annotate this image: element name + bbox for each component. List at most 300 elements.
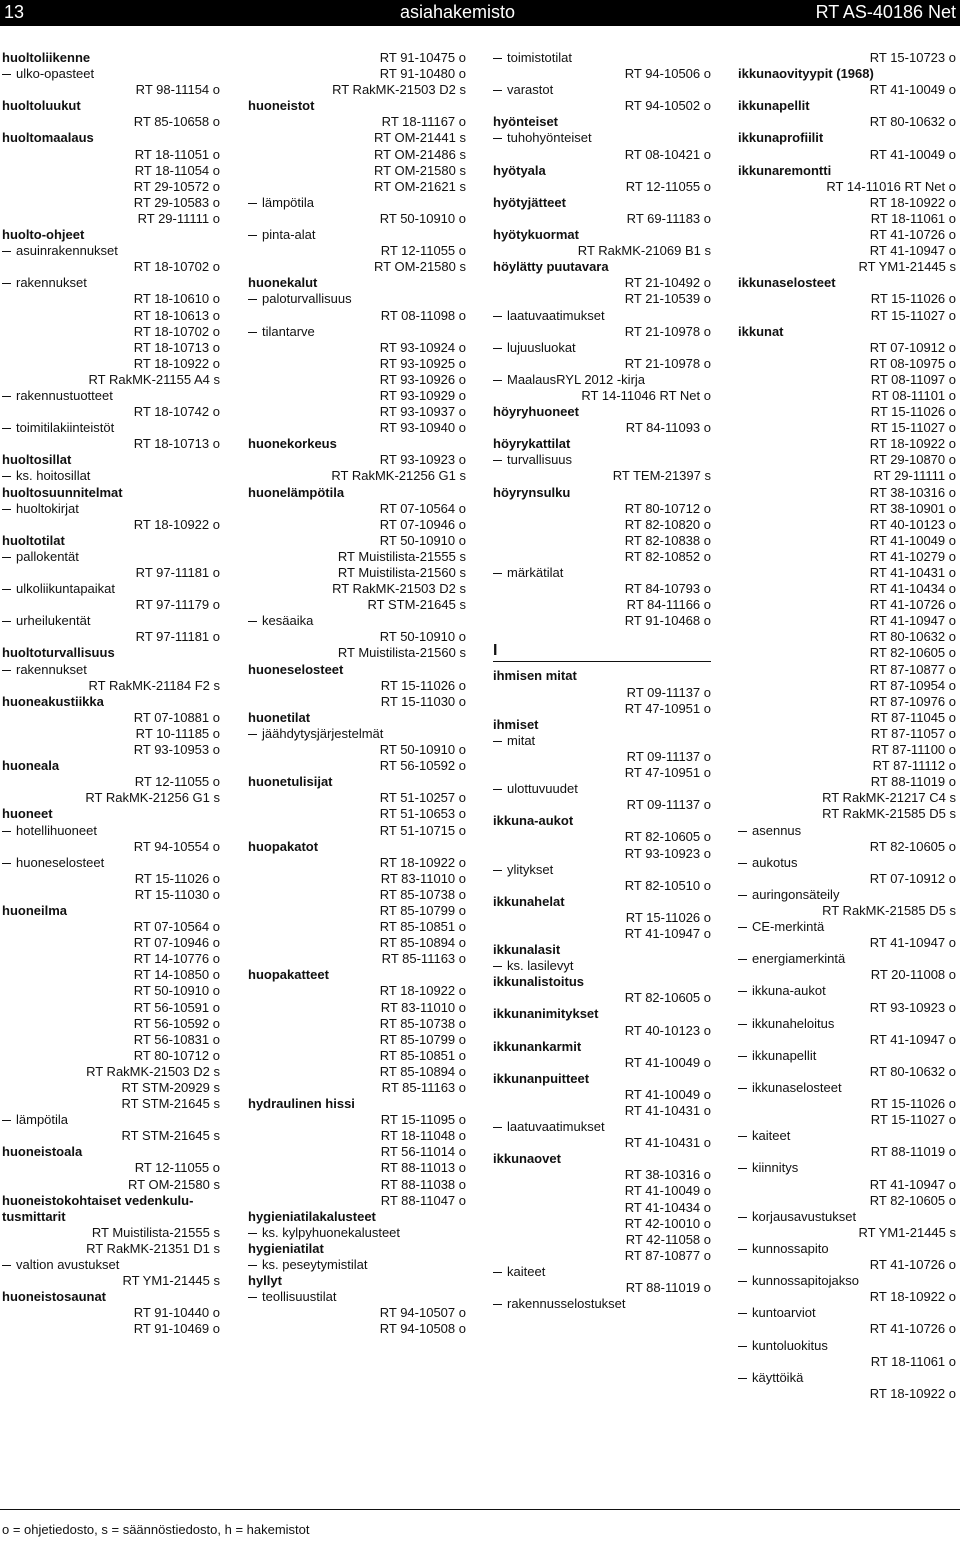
reference-code: RT 41-10434 o: [624, 1199, 711, 1215]
reference-code: RT 18-10702 o: [133, 323, 220, 339]
reference-code: RT RakMK-21503 D2 s: [86, 1063, 220, 1079]
index-column-2: [248, 50, 466, 1338]
reference-code: RT 93-10937 o: [379, 404, 466, 420]
reference-code: RT 80-10712 o: [133, 1047, 220, 1063]
index-heading: hyötyjätteet: [493, 194, 566, 210]
reference-code: RT 41-10049 o: [869, 82, 956, 98]
reference-code: RT Muistilista-21560 s: [337, 645, 466, 661]
reference-code: RT 88-11038 o: [380, 1176, 466, 1192]
index-heading: huolto-ohjeet: [2, 227, 85, 243]
index-subentry: mitat: [493, 733, 711, 749]
index-heading: ihmiset: [493, 716, 539, 732]
reference-code: RT 98-11154 o: [135, 82, 220, 98]
reference-code: RT 82-10820 o: [624, 516, 711, 532]
index-heading: huoltotilat: [2, 532, 65, 548]
reference-code: RT 41-10947 o: [869, 243, 956, 259]
index-heading: tusmittarit: [2, 1208, 66, 1224]
reference-code: RT 18-11061 o: [870, 210, 956, 226]
reference-code: RT 91-10475 o: [379, 50, 466, 65]
letter-divider: I: [493, 643, 711, 662]
reference-code: RT 14-10850 o: [133, 967, 220, 983]
reference-code: RT 07-10946 o: [133, 935, 220, 951]
index-subentry: ulkoliikuntapaikat: [2, 581, 220, 597]
reference-code: RT 97-11181 o: [135, 629, 220, 645]
reference-code: RT 18-10922 o: [379, 983, 466, 999]
reference-code: RT 15-11026 o: [380, 677, 466, 693]
index-heading: huoneakustiikka: [2, 693, 104, 709]
index-heading: huopakatot: [248, 838, 319, 854]
reference-code: RT 41-10947 o: [624, 925, 711, 941]
reference-code: RT 94-10502 o: [624, 98, 711, 114]
reference-code: RT 09-11137 o: [626, 797, 711, 813]
reference-code: RT OM-21580 s: [127, 1176, 220, 1192]
reference-code: RT 21-10978 o: [624, 355, 711, 371]
reference-code: RT 18-11167 o: [381, 114, 466, 130]
reference-code: RT 41-10726 o: [869, 227, 956, 243]
index-subentry: varastot: [493, 82, 711, 98]
index-subentry: ks. hoitosillat: [2, 468, 220, 484]
index-subentry: tilantarve: [248, 324, 466, 340]
reference-code: RT 18-10922 o: [869, 1385, 956, 1401]
reference-code: RT 85-10851 o: [379, 919, 466, 935]
reference-code: RT 29-10870 o: [869, 452, 956, 468]
reference-code: RT 85-10738 o: [379, 886, 466, 902]
reference-code: RT 15-11027 o: [870, 1112, 956, 1128]
reference-code: RT 80-10632 o: [869, 114, 956, 130]
index-subentry: kuntoluokitus: [738, 1338, 956, 1354]
reference-code: RT RakMK-21256 G1 s: [85, 790, 220, 806]
reference-code: RT 80-10712 o: [624, 500, 711, 516]
reference-code: RT 91-10469 o: [133, 1321, 220, 1337]
index-subentry: aukotus: [738, 855, 956, 871]
index-subentry: rakennustuotteet: [2, 388, 220, 404]
reference-code: RT 85-11163 o: [381, 1080, 466, 1095]
reference-code: RT 38-10316 o: [869, 484, 956, 500]
index-subentry: urheilukentät: [2, 613, 220, 629]
reference-code: RT RakMK-21256 G1 s: [331, 468, 466, 484]
reference-code: RT 56-10592 o: [379, 758, 466, 774]
reference-code: RT 41-10726 o: [869, 1321, 956, 1337]
reference-code: RT 41-10431 o: [624, 1103, 711, 1118]
reference-code: RT 41-10049 o: [624, 1086, 711, 1102]
index-subentry: kunnossapito: [738, 1241, 956, 1257]
index-subentry: energiamerkintä: [738, 951, 956, 967]
index-heading: huoneistot: [248, 98, 315, 114]
reference-code: RT 29-11111 o: [873, 468, 956, 484]
reference-code: RT 07-10564 o: [379, 500, 466, 516]
reference-code: RT 51-10257 o: [379, 790, 466, 806]
reference-code: RT 38-10901 o: [869, 500, 956, 516]
index-heading: ikkuna-aukot: [493, 813, 574, 829]
reference-code: RT 87-11112 o: [872, 758, 956, 774]
reference-code: RT RakMK-21217 C4 s: [822, 790, 956, 806]
reference-code: RT 91-10440 o: [133, 1305, 220, 1321]
reference-code: RT 88-11019 o: [870, 1144, 956, 1160]
reference-code: RT 82-10605 o: [869, 1192, 956, 1208]
index-subentry: asennus: [738, 823, 956, 839]
reference-code: RT 41-10947 o: [869, 1176, 956, 1192]
index-heading: hygieniatilakalusteet: [248, 1208, 376, 1224]
reference-code: RT 80-10632 o: [869, 1063, 956, 1079]
document-code: RT AS-40186 Net: [815, 2, 956, 22]
index-subentry: valtion avustukset: [2, 1257, 220, 1273]
reference-code: RT 41-10049 o: [869, 532, 956, 548]
reference-code: RT OM-21486 s: [373, 146, 466, 162]
legend-footnote: o = ohjetiedosto, s = säännöstiedosto, h = hakemistot: [2, 1522, 310, 1537]
index-subentry: huoneselosteet: [2, 855, 220, 871]
reference-code: RT 15-11095 o: [380, 1112, 466, 1128]
index-subentry: MaalausRYL 2012 -kirja: [493, 372, 711, 388]
reference-code: RT 40-10123 o: [869, 516, 956, 532]
index-heading: ikkunapellit: [738, 98, 810, 114]
reference-code: RT 12-11055 o: [380, 243, 466, 259]
reference-code: RT 38-10316 o: [624, 1167, 711, 1183]
reference-code: RT 07-10912 o: [869, 870, 956, 886]
reference-code: RT 15-10723 o: [869, 50, 956, 65]
reference-code: RT 07-10564 o: [133, 919, 220, 935]
reference-code: RT OM-21441 s: [373, 130, 466, 146]
index-subentry: pinta-alat: [248, 227, 466, 243]
reference-code: RT 29-10583 o: [133, 194, 220, 210]
reference-code: RT OM-21621 s: [373, 178, 466, 194]
index-subentry: rakennusselostukset: [493, 1296, 711, 1312]
reference-code: RT 93-10940 o: [379, 420, 466, 436]
index-subentry: ikkuna-aukot: [738, 983, 956, 999]
reference-code: RT 50-10910 o: [379, 210, 466, 226]
index-heading: huoneilma: [2, 902, 68, 918]
reference-code: RT 15-11030 o: [380, 693, 466, 709]
page-header: [0, 0, 960, 26]
reference-code: RT 15-11026 o: [134, 870, 220, 886]
reference-code: RT 15-11030 o: [134, 886, 220, 902]
reference-code: RT 82-10605 o: [624, 829, 711, 845]
reference-code: RT 12-11055 o: [625, 178, 711, 194]
reference-code: RT Muistilista-21560 s: [337, 565, 466, 580]
index-heading: huoltoliikenne: [2, 50, 91, 65]
index-subentry: ikkunapellit: [738, 1048, 956, 1064]
reference-code: RT 47-10951 o: [624, 765, 711, 781]
index-heading: hyllyt: [248, 1273, 282, 1289]
reference-code: RT STM-21645 s: [121, 1128, 220, 1144]
index-heading: hyönteiset: [493, 114, 559, 130]
reference-code: RT 56-10831 o: [133, 1031, 220, 1047]
reference-code: RT 91-10480 o: [379, 66, 466, 82]
reference-code: RT RakMK-21503 D2 s: [332, 581, 466, 597]
reference-code: RT 18-10613 o: [133, 307, 220, 323]
reference-code: RT 08-11098 o: [380, 307, 466, 323]
reference-code: RT 07-10946 o: [379, 516, 466, 532]
reference-code: RT RakMK-21351 D1 s: [86, 1240, 220, 1256]
reference-code: RT 18-10922 o: [133, 355, 220, 371]
index-subentry: ks. peseytymistilat: [248, 1257, 466, 1273]
reference-code: RT 42-11058 o: [625, 1231, 711, 1247]
reference-code: RT 18-11048 o: [380, 1128, 466, 1144]
reference-code: RT 08-10421 o: [624, 146, 711, 162]
index-column-4: [738, 50, 956, 1402]
reference-code: RT 50-10910 o: [133, 983, 220, 999]
reference-code: RT 08-11101 o: [871, 387, 956, 403]
reference-code: RT 88-11047 o: [380, 1192, 466, 1208]
index-heading: höylätty puutavara: [493, 259, 609, 275]
index-subentry: rakennukset: [2, 662, 220, 678]
index-subentry: toimitilakiinteistöt: [2, 420, 220, 436]
reference-code: RT 40-10123 o: [624, 1022, 711, 1038]
reference-code: RT TEM-21397 s: [612, 468, 711, 484]
reference-code: RT 93-10925 o: [379, 355, 466, 371]
reference-code: RT 69-11183 o: [626, 210, 711, 226]
index-subentry: huoltokirjat: [2, 501, 220, 517]
index-heading: ikkunalasit: [493, 942, 561, 958]
reference-code: RT 15-11026 o: [870, 1096, 956, 1112]
index-heading: huoltosillat: [2, 452, 72, 468]
reference-code: RT 93-10953 o: [133, 742, 220, 758]
reference-code: RT RakMK-21184 F2 s: [88, 677, 220, 693]
index-subentry: kiinnitys: [738, 1160, 956, 1176]
index-subentry: ylitykset: [493, 862, 711, 878]
reference-code: RT 85-10851 o: [379, 1047, 466, 1063]
index-subentry: märkätilat: [493, 565, 711, 581]
index-heading: huonetulisijat: [248, 774, 333, 790]
reference-code: RT 41-10049 o: [624, 1183, 711, 1199]
index-heading: ikkunaovet: [493, 1151, 561, 1167]
index-subentry: asuinrakennukset: [2, 243, 220, 259]
index-subentry: ulottuvuudet: [493, 781, 711, 797]
reference-code: RT 85-10658 o: [133, 114, 220, 130]
reference-code: RT 41-10279 o: [869, 548, 956, 564]
reference-code: RT 82-10510 o: [624, 877, 711, 893]
reference-code: RT 41-10049 o: [869, 146, 956, 162]
reference-code: RT 07-10912 o: [869, 339, 956, 355]
reference-code: RT 50-10910 o: [379, 742, 466, 758]
reference-code: RT 87-10976 o: [869, 693, 956, 709]
index-heading: huonelämpötila: [248, 484, 345, 500]
reference-code: RT 08-10975 o: [869, 355, 956, 371]
index-subentry: turvallisuus: [493, 452, 711, 468]
index-subentry: ks. lasilevyt: [493, 958, 711, 974]
index-subentry: kunnossapitojakso: [738, 1273, 956, 1289]
index-heading: huoneistosaunat: [2, 1289, 107, 1305]
reference-code: RT OM-21580 s: [373, 162, 466, 178]
reference-code: RT 41-10049 o: [624, 1054, 711, 1070]
footer-divider: [0, 1509, 960, 1510]
reference-code: RT 15-11027 o: [870, 420, 956, 436]
reference-code: RT RakMK-21155 A4 s: [88, 371, 220, 387]
index-heading: hygieniatilat: [248, 1240, 324, 1256]
index-heading: hydraulinen hissi: [248, 1096, 355, 1112]
reference-code: RT RakMK-21585 D5 s: [822, 806, 956, 822]
reference-code: RT 41-10431 o: [869, 565, 956, 580]
reference-code: RT 07-10881 o: [133, 709, 220, 725]
index-subentry: auringonsäteily: [738, 887, 956, 903]
reference-code: RT 20-11008 o: [870, 967, 956, 983]
reference-code: RT 88-11013 o: [380, 1160, 466, 1176]
index-heading: huoltoturvallisuus: [2, 645, 115, 661]
reference-code: RT 85-10799 o: [379, 902, 466, 918]
reference-code: RT 12-11055 o: [134, 1160, 220, 1176]
reference-code: RT 94-10508 o: [379, 1321, 466, 1337]
index-subentry: kaiteet: [738, 1128, 956, 1144]
reference-code: RT 82-10605 o: [869, 645, 956, 661]
index-heading: ikkunat: [738, 323, 784, 339]
index-heading: ikkunaremontti: [738, 162, 832, 178]
reference-code: RT 83-11010 o: [380, 870, 466, 886]
reference-code: RT 51-10653 o: [379, 806, 466, 822]
reference-code: RT 94-10506 o: [624, 66, 711, 82]
reference-code: RT 18-10922 o: [869, 194, 956, 210]
reference-code: RT 18-11051 o: [134, 146, 220, 162]
index-subentry: lujuusluokat: [493, 340, 711, 356]
index-heading: huoneselosteet: [248, 661, 344, 677]
index-subentry: lämpötila: [248, 195, 466, 211]
reference-code: RT 15-11026 o: [870, 404, 956, 420]
index-subentry: kuntoarviot: [738, 1305, 956, 1321]
index-heading: ikkunaovityypit (1968): [738, 66, 874, 82]
reference-code: RT 94-10507 o: [379, 1305, 466, 1321]
section-title: asiahakemisto: [400, 2, 516, 22]
reference-code: RT 21-10978 o: [624, 323, 711, 339]
reference-code: RT 18-10713 o: [133, 339, 220, 355]
index-subentry: lämpötila: [2, 1112, 220, 1128]
reference-code: RT STM-20929 s: [121, 1080, 220, 1095]
reference-code: RT 85-10799 o: [379, 1031, 466, 1047]
reference-code: RT 41-10947 o: [869, 613, 956, 629]
reference-code: RT 21-10492 o: [624, 275, 711, 291]
reference-code: RT 56-10591 o: [133, 999, 220, 1015]
reference-code: RT YM1-21445 s: [858, 1224, 956, 1240]
index-heading: ikkunaselosteet: [738, 275, 836, 291]
index-subentry: paloturvallisuus: [248, 291, 466, 307]
reference-code: RT RakMK-21503 D2 s: [332, 82, 466, 98]
index-subentry: ks. kylpyhuonekalusteet: [248, 1225, 466, 1241]
reference-code: RT 84-11093 o: [625, 420, 711, 436]
index-subentry: kesäaika: [248, 613, 466, 629]
reference-code: RT 42-10010 o: [624, 1215, 711, 1231]
reference-code: RT 14-11016 RT Net o: [826, 178, 956, 194]
reference-code: RT 80-10632 o: [869, 629, 956, 645]
reference-code: RT 41-10947 o: [869, 935, 956, 951]
reference-code: RT 29-11111 o: [137, 210, 220, 226]
index-subentry: käyttöikä: [738, 1370, 956, 1386]
index-heading: höyrynsulku: [493, 484, 571, 500]
reference-code: RT 97-11179 o: [135, 597, 220, 613]
reference-code: RT 87-11100 o: [871, 742, 956, 758]
reference-code: RT 83-11010 o: [380, 999, 466, 1015]
reference-code: RT 41-10431 o: [624, 1135, 711, 1151]
index-heading: huoltomaalaus: [2, 130, 94, 146]
reference-code: RT 85-10738 o: [379, 1015, 466, 1031]
reference-code: RT 84-11166 o: [626, 597, 711, 613]
reference-code: RT 88-11019 o: [870, 774, 956, 790]
reference-code: RT 08-11097 o: [870, 371, 956, 387]
index-subentry: teollisuustilat: [248, 1289, 466, 1305]
reference-code: RT RakMK-21585 D5 s: [822, 902, 956, 918]
index-heading: höyrykattilat: [493, 436, 571, 452]
index-heading: ikkunanpuitteet: [493, 1070, 590, 1086]
index-subentry: tuhohyönteiset: [493, 130, 711, 146]
index-heading: huoltoluukut: [2, 98, 81, 114]
reference-code: RT 41-10434 o: [869, 581, 956, 597]
index-subentry: ulko-opasteet: [2, 66, 220, 82]
reference-code: RT 18-10922 o: [869, 1289, 956, 1305]
reference-code: RT 50-10910 o: [379, 629, 466, 645]
reference-code: RT 41-10947 o: [869, 1031, 956, 1047]
reference-code: RT 15-11027 o: [870, 307, 956, 323]
reference-code: RT 51-10715 o: [379, 822, 466, 838]
index-heading: huonekalut: [248, 275, 318, 291]
reference-code: RT OM-21580 s: [373, 259, 466, 275]
reference-code: RT 88-11019 o: [625, 1280, 711, 1296]
index-subentry: laatuvaatimukset: [493, 1119, 711, 1135]
reference-code: RT 87-10877 o: [869, 661, 956, 677]
reference-code: RT 93-10926 o: [379, 371, 466, 387]
reference-code: RT 18-10742 o: [133, 404, 220, 420]
reference-code: RT 41-10726 o: [869, 597, 956, 613]
reference-code: RT 18-11054 o: [134, 162, 220, 178]
index-column-1: [2, 50, 220, 1338]
reference-code: RT 12-11055 o: [134, 774, 220, 790]
reference-code: RT Muistilista-21555 s: [337, 548, 466, 564]
index-heading: huonetilat: [248, 709, 311, 725]
reference-code: RT YM1-21445 s: [858, 259, 956, 275]
index-subentry: korjausavustukset: [738, 1209, 956, 1225]
reference-code: RT 87-11057 o: [870, 725, 956, 741]
index-subentry: jäähdytysjärjestelmät: [248, 726, 466, 742]
reference-code: RT 85-10894 o: [379, 1063, 466, 1079]
reference-code: RT 47-10951 o: [624, 700, 711, 716]
reference-code: RT 14-11046 RT Net o: [581, 387, 711, 403]
index-heading: ikkunalistoitus: [493, 974, 585, 990]
index-heading: ikkunahelat: [493, 893, 565, 909]
reference-code: RT 97-11181 o: [135, 565, 220, 580]
reference-code: RT 91-10468 o: [624, 613, 711, 629]
reference-code: RT 93-10923 o: [379, 452, 466, 468]
reference-code: RT 93-10923 o: [624, 845, 711, 861]
reference-code: RT 82-10838 o: [624, 532, 711, 548]
index-heading: huonekorkeus: [248, 436, 337, 452]
reference-code: RT 09-11137 o: [626, 748, 711, 764]
index-subentry: ikkunaheloitus: [738, 1016, 956, 1032]
index-heading: huopakatteet: [248, 967, 329, 983]
index-heading: ikkunaprofiilit: [738, 130, 824, 146]
reference-code: RT 18-10610 o: [133, 291, 220, 307]
reference-code: RT 93-10924 o: [379, 339, 466, 355]
reference-code: RT 87-10954 o: [869, 677, 956, 693]
reference-code: RT 56-10592 o: [133, 1015, 220, 1031]
index-heading: ikkunankarmit: [493, 1038, 582, 1054]
index-column-3: [493, 50, 711, 1312]
reference-code: RT 85-10894 o: [379, 935, 466, 951]
reference-code: RT 14-10776 o: [133, 951, 220, 967]
reference-code: RT YM1-21445 s: [122, 1273, 220, 1289]
index-heading: hyötyala: [493, 162, 546, 178]
reference-code: RT 09-11137 o: [626, 684, 711, 700]
index-subentry: ikkunaselosteet: [738, 1080, 956, 1096]
reference-code: RT 87-11045 o: [870, 709, 956, 725]
index-heading: huoneistoala: [2, 1144, 83, 1160]
index-subentry: rakennukset: [2, 275, 220, 291]
reference-code: RT 82-10852 o: [624, 548, 711, 564]
index-heading: huoltosuunnitelmat: [2, 484, 123, 500]
reference-code: RT 82-10605 o: [869, 838, 956, 854]
index-subentry: laatuvaatimukset: [493, 308, 711, 324]
reference-code: RT 10-11185 o: [135, 725, 220, 741]
reference-code: RT 41-10726 o: [869, 1257, 956, 1273]
reference-code: RT 15-11026 o: [870, 291, 956, 307]
index-heading: hyötykuormat: [493, 227, 579, 243]
index-heading: huoneistokohtaiset vedenkulu-: [2, 1192, 194, 1208]
index-heading: ikkunanimitykset: [493, 1006, 599, 1022]
reference-code: RT 15-11026 o: [625, 909, 711, 925]
